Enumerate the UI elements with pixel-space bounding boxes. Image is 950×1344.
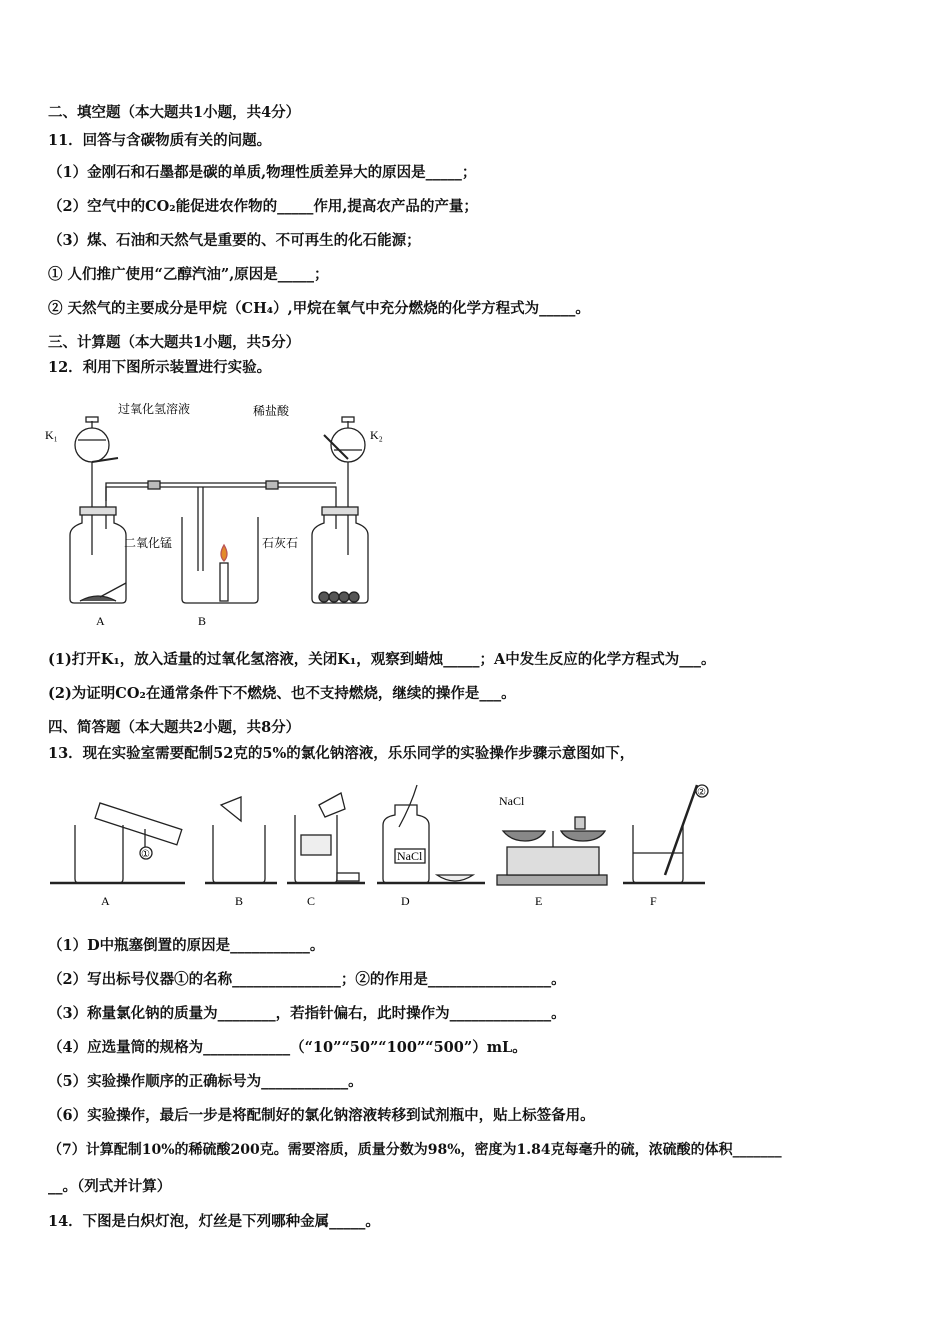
label-13c: C: [307, 894, 316, 908]
q11-stem: 11．回答与含碳物质有关的问题。: [48, 132, 272, 149]
q12-part2: (2)为证明CO₂在通常条件下不燃烧、也不支持燃烧，继续的操作是___。: [48, 685, 516, 702]
label-13f: F: [650, 894, 657, 908]
q11-part3: （3）煤、石油和天然气是重要的、不可再生的化石能源；: [48, 232, 421, 249]
q13-stem: 13．现在实验室需要配制52克的5%的氯化钠溶液，乐乐同学的实验操作步骤示意图如下，: [48, 745, 635, 762]
right-funnel: [331, 428, 365, 462]
q13-part5: （5）实验操作顺序的正确标号为____________。: [48, 1073, 363, 1090]
q13-part1: （1）D中瓶塞倒置的原因是___________。: [48, 937, 325, 954]
q13-part3: （3）称量氯化钠的质量为________，若指针偏右，此时操作为______________。: [48, 1005, 566, 1022]
q11-part3b: ② 天然气的主要成分是甲烷（CH₄）,甲烷在氧气中充分燃烧的化学方程式为_____。: [48, 300, 590, 317]
label-13b: B: [235, 894, 244, 908]
label-h2o2: 过氧化氢溶液: [118, 402, 191, 416]
q14-stem: 14．下图是白炽灯泡，灯丝是下列哪种金属_____。: [48, 1213, 380, 1230]
q13-part4: （4）应选量筒的规格为____________（“10”“50”“100”“500”）mL。: [48, 1039, 527, 1056]
label-a: A: [96, 614, 105, 628]
q13-part7b: __。（列式并计算）: [48, 1178, 172, 1195]
section2-heading: 二、填空题（本大题共1小题，共4分）: [48, 104, 301, 121]
q13-part7: （7）计算配制10%的稀硫酸200克。需要溶质，质量分数为98%，密度为1.84克每毫升的硫，浓硫酸的体积_______: [48, 1142, 782, 1158]
nacl-bottle: [383, 805, 429, 883]
label-circle1: ①: [141, 849, 150, 860]
left-funnel: [75, 428, 109, 462]
flask-a: [70, 511, 126, 603]
glass-rod: [665, 785, 697, 875]
graduated-cylinder: [95, 803, 182, 845]
beaker-b-13: [213, 825, 265, 883]
q13-part6: （6）实验操作，最后一步是将配制好的氯化钠溶液转移到试剂瓶中，贴上标签备用。: [48, 1107, 595, 1124]
section4-heading: 四、简答题（本大题共2小题，共8分）: [48, 719, 301, 736]
q11-part2: （2）空气中的CO₂能促进农作物的_____作用,提高农产品的产量；: [48, 198, 478, 215]
q12-apparatus-figure: [40, 395, 383, 635]
label-b: B: [198, 614, 207, 628]
q12-part1: (1)打开K₁，放入适量的过氧化氢溶液，关闭K₁，观察到蜡烛_____；A中发生反应的化学方程式为___。: [48, 651, 716, 668]
beaker-a: [75, 825, 123, 883]
beaker-f: [633, 825, 683, 883]
balance-base: [497, 875, 607, 885]
q13-procedure-figure: [45, 775, 725, 915]
label-circle2: ②: [697, 787, 706, 798]
label-13d: D: [401, 894, 410, 908]
label-k1: K₁: [45, 428, 58, 442]
label-k2: K₂: [370, 428, 383, 442]
label-mno2: 二氧化锰: [124, 536, 173, 550]
q11-part3a: ① 人们推广使用“乙醇汽油”,原因是_____；: [48, 266, 329, 283]
section3-heading: 三、计算题（本大题共1小题，共5分）: [48, 334, 301, 351]
label-caco3: 石灰石: [262, 536, 299, 550]
q13-part2: （2）写出标号仪器①的名称_______________；②的作用是_________________。: [48, 971, 566, 988]
flask-right: [312, 511, 368, 603]
q11-part1: （1）金刚石和石墨都是碳的单质,物理性质差异大的原因是_____；: [48, 164, 477, 181]
q12-stem: 12．利用下图所示装置进行实验。: [48, 359, 272, 376]
label-nacl-bottle: NaCl: [397, 849, 423, 863]
label-hcl: 稀盐酸: [253, 404, 290, 418]
label-nacl-balance: NaCl: [499, 794, 525, 808]
label-13a: A: [101, 894, 110, 908]
label-13e: E: [535, 894, 543, 908]
